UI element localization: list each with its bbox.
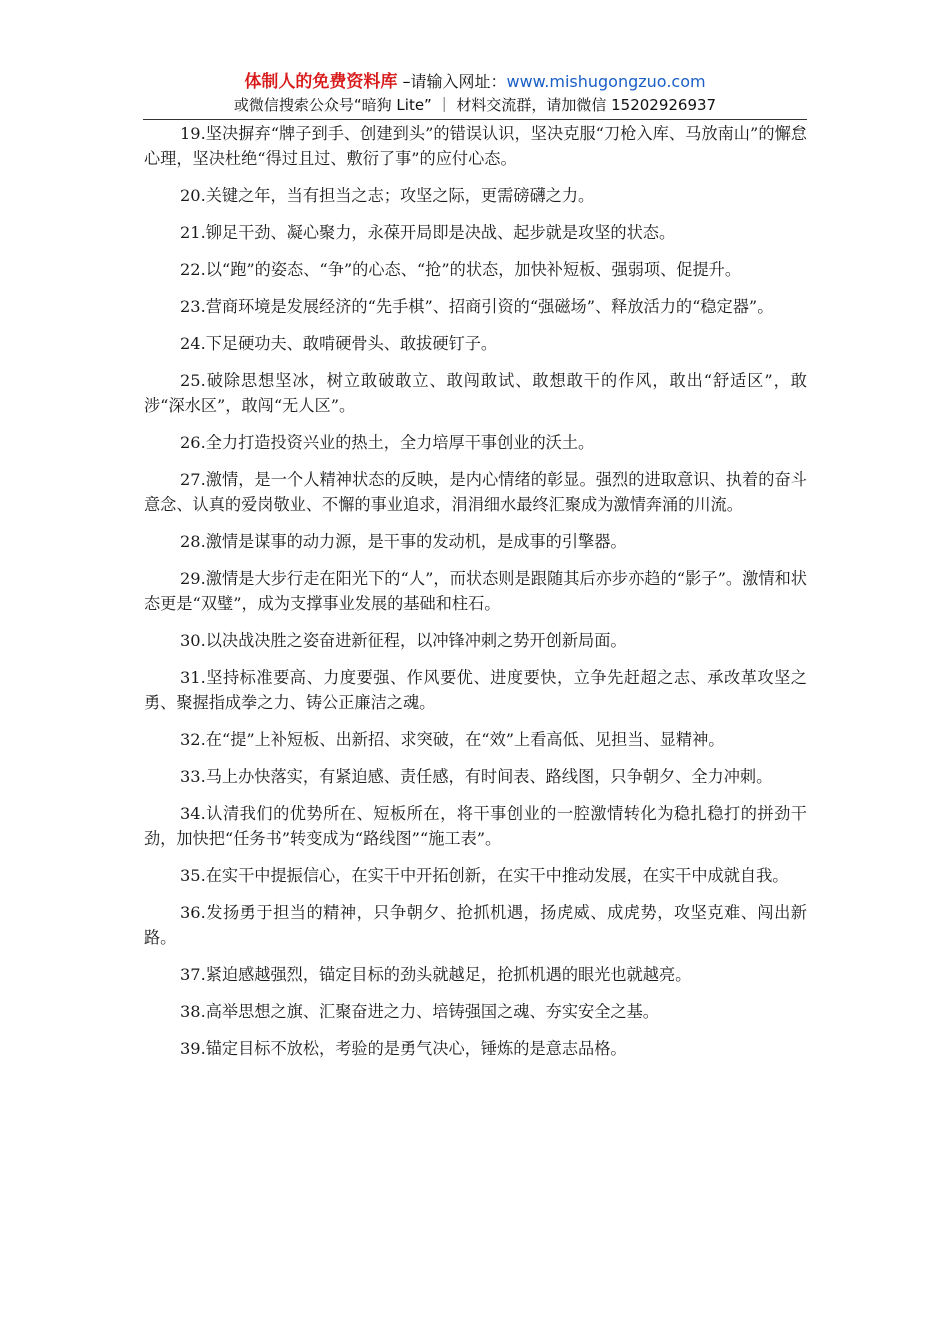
site-url-link[interactable]: www.mishugongzuo.com <box>506 72 706 91</box>
header-line-2: 或微信搜索公众号“暗狗 Lite” ｜ 材料交流群，请加微信 15202926937 <box>233 96 717 114</box>
paragraph-36: 36.发扬勇于担当的精神，只争朝夕、抢抓机遇，扬虎威、成虎势，攻坚克难、闯出新路。 <box>144 903 807 947</box>
paragraph-33: 33.马上办快落实，有紧迫感、责任感，有时间表、路线图，只争朝夕、全力冲刺。 <box>180 767 773 786</box>
paragraph-32: 32.在“提”上补短板、出新招、求突破，在“效”上看高低、见担当、显精神。 <box>180 730 725 749</box>
paragraph-37: 37.紧迫感越强烈，锚定目标的劲头就越足，抢抓机遇的眼光也就越亮。 <box>180 965 692 984</box>
paragraph-23: 23.营商环境是发展经济的“先手棋”、招商引资的“强磁场”、释放活力的“稳定器”。 <box>180 297 774 316</box>
paragraph-31: 31.坚持标准要高、力度要强、作风要优、进度要快，立争先赶超之志、承改革攻坚之勇、聚握指成拳之力、铸公正廉洁之魂。 <box>144 668 807 712</box>
header-divider <box>143 119 807 120</box>
paragraph-27: 27.激情，是一个人精神状态的反映，是内心情绪的彰显。强烈的进取意识、执着的奋斗意念、认真的爱岗敬业、不懈的事业追求，涓涓细水最终汇聚成为激情奔涌的川流。 <box>144 470 807 514</box>
brand-title: 体制人的免费资料库 <box>244 72 398 92</box>
paragraph-25: 25.破除思想坚冰，树立敢破敢立、敢闯敢试、敢想敢干的作风，敢出“舒适区”，敢涉“深水区”，敢闯“无人区”。 <box>144 371 807 415</box>
paragraph-28: 28.激情是谋事的动力源，是干事的发动机，是成事的引擎器。 <box>180 532 627 551</box>
paragraph-30: 30.以决战决胜之姿奋进新征程，以冲锋冲刺之势开创新局面。 <box>180 631 627 650</box>
paragraph-29: 29.激情是大步行走在阳光下的“人”，而状态则是跟随其后亦步亦趋的“影子”。激情和状态更是“双璧”，成为支撑事业发展的基础和柱石。 <box>144 569 807 613</box>
paragraph-20: 20.关键之年，当有担当之志；攻坚之际，更需磅礴之力。 <box>180 186 595 205</box>
paragraph-22: 22.以“跑”的姿态、“争”的心态、“抢”的状态，加快补短板、强弱项、促提升。 <box>180 260 742 279</box>
page-header <box>143 70 807 116</box>
url-prompt: –请输入网址： <box>397 72 507 91</box>
paragraph-38: 38.高举思想之旗、汇聚奋进之力、培铸强国之魂、夯实安全之基。 <box>180 1002 659 1021</box>
document-body <box>144 121 807 1073</box>
paragraph-24: 24.下足硬功夫、敢啃硬骨头、敢拔硬钉子。 <box>180 334 498 353</box>
paragraph-34: 34.认清我们的优势所在、短板所在，将干事创业的一腔激情转化为稳扎稳打的拼劲干劲，加快把“任务书”转变成为“路线图”“施工表”。 <box>144 804 807 848</box>
paragraph-21: 21.铆足干劲、凝心聚力，永葆开局即是决战、起步就是攻坚的状态。 <box>180 223 676 242</box>
paragraph-26: 26.全力打造投资兴业的热土，全力培厚干事创业的沃土。 <box>180 433 595 452</box>
paragraph-39: 39.锚定目标不放松，考验的是勇气决心，锤炼的是意志品格。 <box>180 1039 627 1058</box>
paragraph-35: 35.在实干中提振信心，在实干中开拓创新，在实干中推动发展，在实干中成就自我。 <box>180 866 789 885</box>
header-line-1 <box>143 70 807 94</box>
paragraph-19: 19.坚决摒弃“牌子到手、创建到头”的错误认识，坚决克服“刀枪入库、马放南山”的懈怠心理，坚决杜绝“得过且过、敷衍了事”的应付心态。 <box>144 124 807 168</box>
